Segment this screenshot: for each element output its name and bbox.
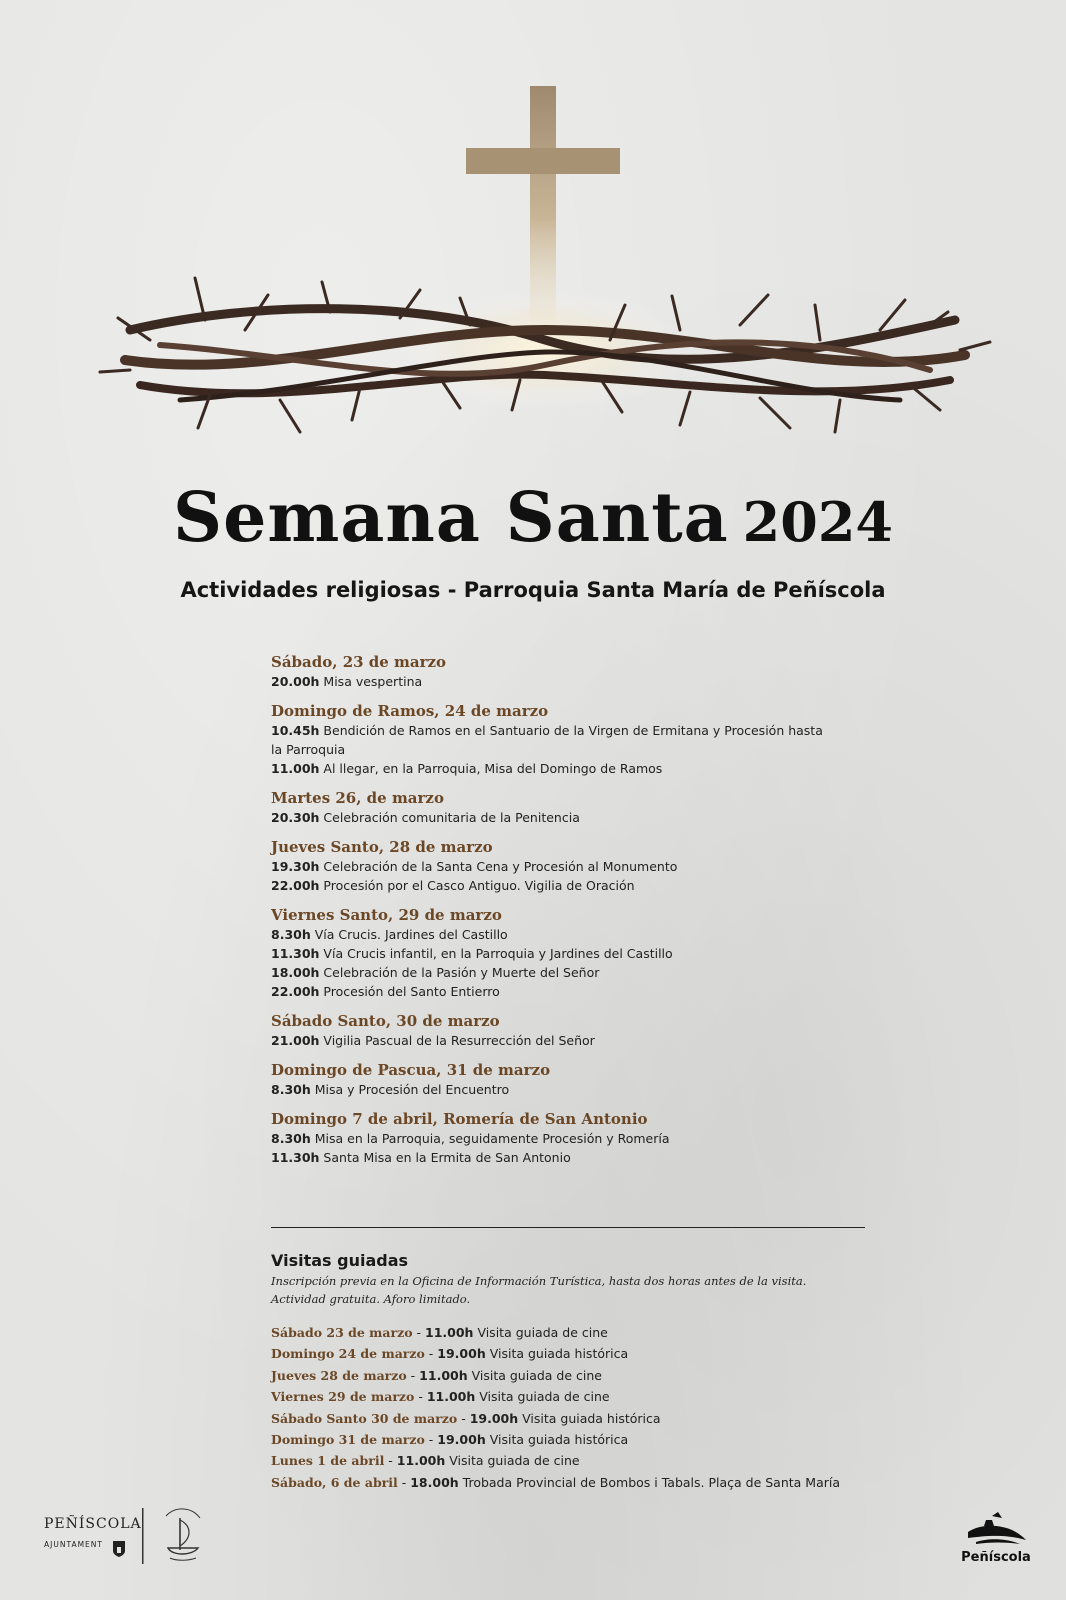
visit-day: Sábado 23 de marzo	[271, 1325, 413, 1340]
visit-item: Sábado 23 de marzo - 11.00h Visita guiada de cine	[271, 1325, 608, 1340]
day-title: Domingo 7 de abril, Romería de San Antonio	[271, 1110, 648, 1128]
event-time: 19.30h	[271, 859, 320, 874]
event-text: Celebración comunitaria de la Penitencia	[323, 810, 580, 825]
event-text: Santa Misa en la Ermita de San Antonio	[323, 1150, 571, 1165]
event-time: 20.00h	[271, 674, 320, 689]
event	[271, 1031, 831, 1050]
event	[271, 1129, 831, 1148]
logo-wordmark: Peñíscola	[961, 1550, 1031, 1565]
event	[271, 857, 831, 876]
page-title	[0, 478, 1066, 558]
visit-time: 18.00h	[410, 1474, 459, 1490]
visit-time: 11.00h	[396, 1453, 446, 1469]
visit-text: Visita guiada histórica	[489, 1346, 629, 1362]
visit-time: 11.00h	[419, 1367, 468, 1383]
castle-shield-icon	[112, 1540, 126, 1558]
schedule-day	[271, 701, 891, 778]
schedule-day	[271, 788, 891, 827]
event-text: Misa vespertina	[323, 674, 423, 689]
day-title: Sábado, 23 de marzo	[271, 653, 447, 671]
event-time: 21.00h	[271, 1033, 320, 1048]
event-time: 11.30h	[271, 946, 320, 961]
visit-text: Visita guiada de cine	[477, 1325, 608, 1340]
event-time: 22.00h	[271, 984, 320, 999]
event-text: Procesión del Santo Entierro	[323, 984, 500, 999]
visit-item: Sábado, 6 de abril - 18.00h Trobada Provincial de Bombos i Tabals. Plaça de Santa María	[271, 1474, 841, 1490]
event-text: Misa y Procesión del Encuentro	[314, 1082, 510, 1097]
visit-day: Sábado Santo 30 de marzo	[271, 1410, 458, 1426]
event-time: 18.00h	[271, 965, 320, 980]
ajuntament-logo	[44, 1508, 224, 1568]
day-title: Viernes Santo, 29 de marzo	[271, 906, 502, 924]
divider-line-icon	[142, 1508, 144, 1564]
schedule-day	[271, 1011, 891, 1050]
event-time: 22.00h	[271, 878, 320, 893]
visit-list	[271, 1322, 911, 1493]
event	[271, 982, 831, 1001]
event-text: Vigilia Pascual de la Resurrección del Señor	[323, 1033, 595, 1048]
visit-day: Viernes 29 de marzo	[271, 1389, 415, 1405]
event	[271, 808, 831, 827]
visit-item: Jueves 28 de marzo - 11.00h Visita guiada de cine	[271, 1367, 602, 1383]
visit-day: Sábado, 6 de abril	[271, 1474, 398, 1490]
day-title: Domingo de Pascua, 31 de marzo	[271, 1061, 551, 1079]
event	[271, 672, 831, 691]
visit-day: Jueves 28 de marzo	[271, 1367, 407, 1383]
event	[271, 1148, 831, 1167]
visit-day: Domingo 31 de marzo	[271, 1432, 425, 1448]
visit-time: 11.00h	[426, 1389, 476, 1405]
visit-text: Visita guiada de cine	[449, 1453, 580, 1469]
visit-item: Domingo 31 de marzo - 19.00h Visita guiada histórica	[271, 1432, 629, 1448]
schedule-day	[271, 652, 891, 691]
schedule-day	[271, 837, 891, 895]
day-title: Jueves Santo, 28 de marzo	[271, 838, 493, 856]
registration-note: Inscripción previa en la Oficina de Información Turística, hasta dos horas antes de la visita.	[271, 1274, 807, 1288]
event-text: Al llegar, en la Parroquia, Misa del Domingo de Ramos	[323, 761, 663, 776]
penyscola-tourism-logo	[956, 1510, 1036, 1570]
visit-time: 19.00h	[437, 1346, 486, 1362]
day-title: Domingo de Ramos, 24 de marzo	[271, 702, 549, 720]
visit-time: 11.00h	[425, 1325, 474, 1340]
visit-text: Visita guiada de cine	[471, 1367, 602, 1383]
visit-day: Lunes 1 de abril	[271, 1453, 385, 1469]
visit-text: Visita guiada histórica	[522, 1410, 661, 1426]
event	[271, 944, 831, 963]
ship-emblem-icon	[152, 1508, 212, 1566]
page-subtitle: Actividades religiosas - Parroquia Santa María de Peñíscola	[180, 578, 886, 602]
event-text: Vía Crucis. Jardines del Castillo	[314, 927, 508, 942]
section-divider	[271, 1227, 865, 1228]
event-text: Celebración de la Pasión y Muerte del Señor	[323, 965, 600, 980]
wave-castle-icon	[962, 1510, 1030, 1548]
event-time: 8.30h	[271, 1131, 311, 1146]
event-text: Vía Crucis infantil, en la Parroquia y Jardines del Castillo	[323, 946, 673, 961]
event-time: 8.30h	[271, 927, 311, 942]
title-year: 2024	[742, 490, 893, 554]
guided-visits-section	[271, 1250, 911, 1493]
event	[271, 925, 831, 944]
visit-text: Visita guiada de cine	[479, 1389, 610, 1405]
day-title: Sábado Santo, 30 de marzo	[271, 1012, 500, 1030]
day-title: Martes 26, de marzo	[271, 789, 444, 807]
visit-item: Domingo 24 de marzo - 19.00h Visita guiada histórica	[271, 1346, 629, 1362]
title-main: Semana Santa	[173, 478, 729, 558]
event	[271, 1080, 831, 1099]
logo-wordmark: PEÑÍSCOLA	[44, 1516, 142, 1532]
visit-text: Trobada Provincial de Bombos i Tabals. Plaça de Santa María	[462, 1474, 841, 1490]
event-time: 11.30h	[271, 1150, 320, 1165]
event	[271, 963, 831, 982]
visit-item: Viernes 29 de marzo - 11.00h Visita guiada de cine	[271, 1389, 610, 1405]
event-text: Misa en la Parroquia, seguidamente Procesión y Romería	[314, 1131, 670, 1146]
schedule-list	[271, 652, 891, 1177]
event	[271, 759, 831, 778]
crown-of-thorns-illustration	[0, 0, 1066, 470]
capacity-note: Actividad gratuita. Aforo limitado.	[271, 1292, 471, 1306]
cross-icon	[466, 86, 620, 326]
event-text: Celebración de la Santa Cena y Procesión al Monumento	[323, 859, 678, 874]
visit-item: Sábado Santo 30 de marzo - 19.00h Visita guiada histórica	[271, 1410, 661, 1426]
event-time: 11.00h	[271, 761, 320, 776]
event-text: Procesión por el Casco Antiguo. Vigilia de Oración	[323, 878, 635, 893]
event	[271, 721, 831, 759]
event-text: Bendición de Ramos en el Santuario de la Virgen de Ermitana y Procesión hasta la Parroquia	[271, 723, 823, 757]
logo-subtitle: AJUNTAMENT	[44, 1540, 103, 1549]
event	[271, 876, 831, 895]
event-time: 10.45h	[271, 723, 320, 738]
visit-item: Lunes 1 de abril - 11.00h Visita guiada de cine	[271, 1453, 580, 1469]
visit-text: Visita guiada histórica	[489, 1432, 629, 1448]
event-time: 20.30h	[271, 810, 320, 825]
event-time: 8.30h	[271, 1082, 311, 1097]
schedule-day	[271, 1109, 891, 1167]
section-title: Visitas guiadas	[271, 1251, 409, 1270]
schedule-day	[271, 905, 891, 1001]
visit-time: 19.00h	[437, 1432, 486, 1448]
visit-time: 19.00h	[469, 1410, 519, 1426]
schedule-day	[271, 1060, 891, 1099]
visit-day: Domingo 24 de marzo	[271, 1346, 425, 1362]
